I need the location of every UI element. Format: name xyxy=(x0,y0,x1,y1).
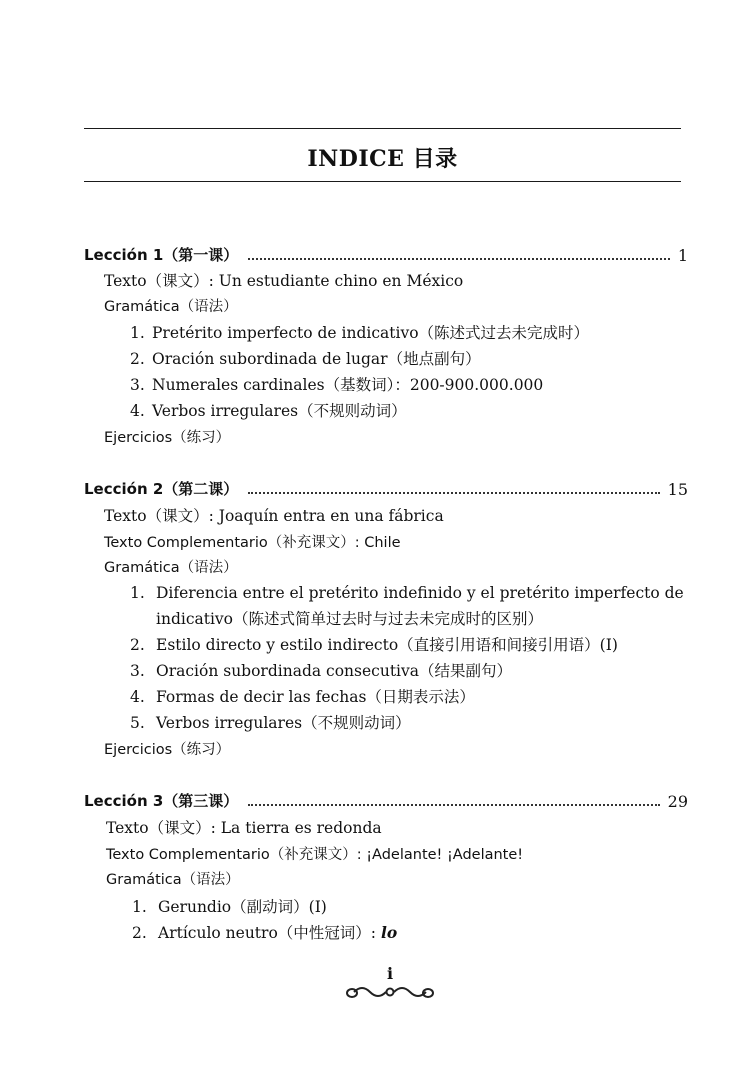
page-number: 29 xyxy=(667,792,688,811)
texto-complementario-line: Texto Complementario（补充课文）: Chile xyxy=(104,535,401,551)
gramatica-heading: Gramática（语法） xyxy=(104,560,238,576)
grammar-item: 1. Gerundio（副动词）(I) xyxy=(132,898,327,916)
toc-entry-lesson-2[interactable] xyxy=(84,477,688,499)
top-rule xyxy=(84,128,681,129)
grammar-item: 2. Estilo directo y estilo indirecto（直接引用语和间接引用语）(I) xyxy=(130,636,618,654)
grammar-item: 2. Artículo neutro（中性冠词）: lo xyxy=(132,923,398,942)
dot-leader xyxy=(248,492,659,494)
ejercicios-line: Ejercicios（练习） xyxy=(104,742,231,758)
grammar-item: 4. Formas de decir las fechas（日期表示法） xyxy=(130,688,475,706)
grammar-item: 2. Oración subordinada de lugar（地点副句） xyxy=(130,350,481,368)
page-title: INDICE 目录 xyxy=(307,146,458,172)
page-number: 15 xyxy=(667,480,688,499)
folio: i xyxy=(386,964,394,983)
grammar-item: 5. Verbos irregulares（不规则动词） xyxy=(130,714,411,732)
lesson-title: Lección 3（第三课） xyxy=(84,792,239,810)
gramatica-heading: Gramática（语法） xyxy=(106,872,240,888)
gramatica-heading: Gramática（语法） xyxy=(104,299,238,315)
lo-article: lo xyxy=(380,923,398,942)
lesson-title: Lección 1（第一课） xyxy=(84,246,239,264)
grammar-item: 1. Diferencia entre el pretérito indefinido y el pretérito imperfecto de xyxy=(130,584,684,602)
grammar-item: 3. Numerales cardinales（基数词）：200-900.000.000 xyxy=(130,376,544,394)
texto-line: Texto（课文）: La tierra es redonda xyxy=(106,819,382,837)
texto-line: Texto（课文）: Joaquín entra en una fábrica xyxy=(104,507,444,525)
ejercicios-line: Ejercicios（练习） xyxy=(104,430,231,446)
grammar-item: 1. Pretérito imperfecto de indicativo（陈述式过去未完成时） xyxy=(130,324,590,342)
page-number: 1 xyxy=(677,246,688,265)
bottom-rule xyxy=(84,181,681,182)
toc-entry-lesson-3[interactable] xyxy=(84,789,688,811)
dot-leader xyxy=(248,804,659,806)
texto-line: Texto（课文）: Un estudiante chino en México xyxy=(104,272,464,290)
lesson-title: Lección 2（第二课） xyxy=(84,480,239,498)
page-footer xyxy=(340,966,440,1006)
grammar-item-continuation: indicativo（陈述式简单过去时与过去未完成时的区别） xyxy=(156,610,544,628)
dot-leader xyxy=(248,258,670,260)
grammar-item: 4. Verbos irregulares（不规则动词） xyxy=(130,402,407,420)
toc-entry-lesson-1[interactable] xyxy=(84,243,688,265)
texto-complementario-line: Texto Complementario（补充课文）: ¡Adelante! ¡Adelante! xyxy=(106,847,524,863)
ornament-icon xyxy=(340,982,440,1000)
grammar-item: 3. Oración subordinada consecutiva（结果副句） xyxy=(130,662,513,680)
